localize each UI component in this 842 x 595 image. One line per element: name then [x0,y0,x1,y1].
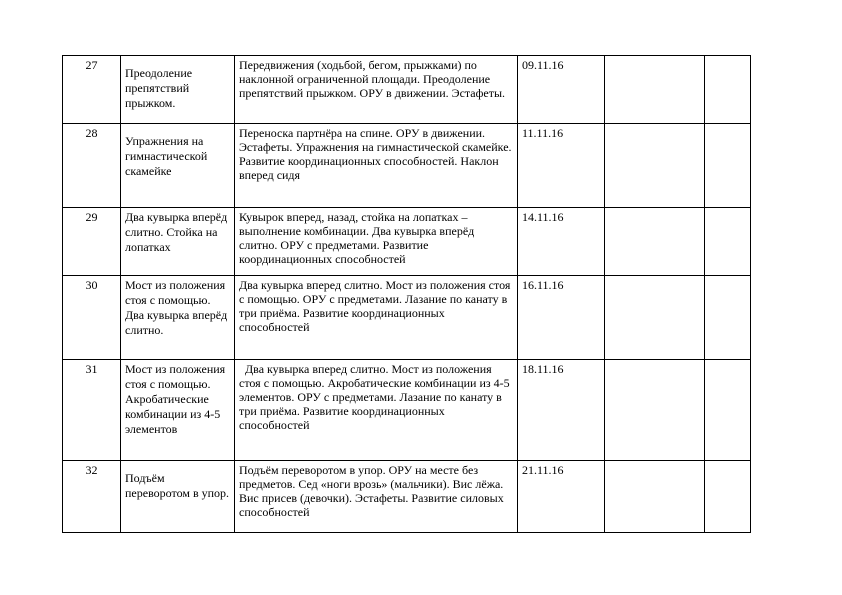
lesson-date: 09.11.16 [518,56,605,124]
lesson-topic: Преодоление препятствий прыжком. [121,56,235,124]
lesson-plan-table [62,55,751,533]
table-row [63,360,751,461]
empty-cell [605,208,705,276]
lesson-content: Два кувырка вперед слитно. Мост из положения стоя с помощью. Акробатические комбинации из 4-5 элементов. ОРУ с предметами. Лазание по канату в три приёма. Развитие координационных способностей [235,360,518,461]
lesson-topic: Мост из положения стоя с помощью. Два кувырка вперёд слитно. [121,276,235,360]
empty-cell [705,208,751,276]
lesson-content: Кувырок вперед, назад, стойка на лопатках – выполнение комбинации. Два кувырка вперёд слитно. ОРУ с предметами. Развитие координационных способностей [235,208,518,276]
lesson-content: Переноска партнёра на спине. ОРУ в движении. Эстафеты. Упражнения на гимнастической скамейке. Развитие координационных способностей. Наклон вперед сидя [235,124,518,208]
lesson-number: 27 [63,56,121,124]
table-row [63,56,751,124]
lesson-content: Два кувырка вперед слитно. Мост из положения стоя с помощью. ОРУ с предметами. Лазание по канату в три приёма. Развитие координационных способностей [235,276,518,360]
lesson-number: 28 [63,124,121,208]
lesson-topic: Мост из положения стоя с помощью. Акробатические комбинации из 4-5 элементов [121,360,235,461]
lesson-date: 21.11.16 [518,461,605,533]
lesson-date: 11.11.16 [518,124,605,208]
table-row [63,276,751,360]
lesson-number: 30 [63,276,121,360]
empty-cell [705,276,751,360]
empty-cell [705,360,751,461]
table-row [63,208,751,276]
lesson-number: 32 [63,461,121,533]
lesson-date: 18.11.16 [518,360,605,461]
empty-cell [605,124,705,208]
lesson-number: 31 [63,360,121,461]
lesson-date: 14.11.16 [518,208,605,276]
empty-cell [705,56,751,124]
table-row [63,124,751,208]
lesson-number: 29 [63,208,121,276]
empty-cell [605,461,705,533]
lesson-topic: Два кувырка вперёд слитно. Стойка на лопатках [121,208,235,276]
empty-cell [605,360,705,461]
lesson-topic: Подъём переворотом в упор. [121,461,235,533]
empty-cell [605,276,705,360]
lesson-content: Передвижения (ходьбой, бегом, прыжками) по наклонной ограниченной площади. Преодоление препятствий прыжком. ОРУ в движении. Эстафеты. [235,56,518,124]
empty-cell [705,461,751,533]
empty-cell [705,124,751,208]
lesson-content: Подъём переворотом в упор. ОРУ на месте без предметов. Сед «ноги врозь» (мальчики). Вис лёжа. Вис присев (девочки). Эстафеты. Развитие силовых способностей [235,461,518,533]
lesson-date: 16.11.16 [518,276,605,360]
empty-cell [605,56,705,124]
lesson-topic: Упражнения на гимнастической скамейке [121,124,235,208]
table-row [63,461,751,533]
